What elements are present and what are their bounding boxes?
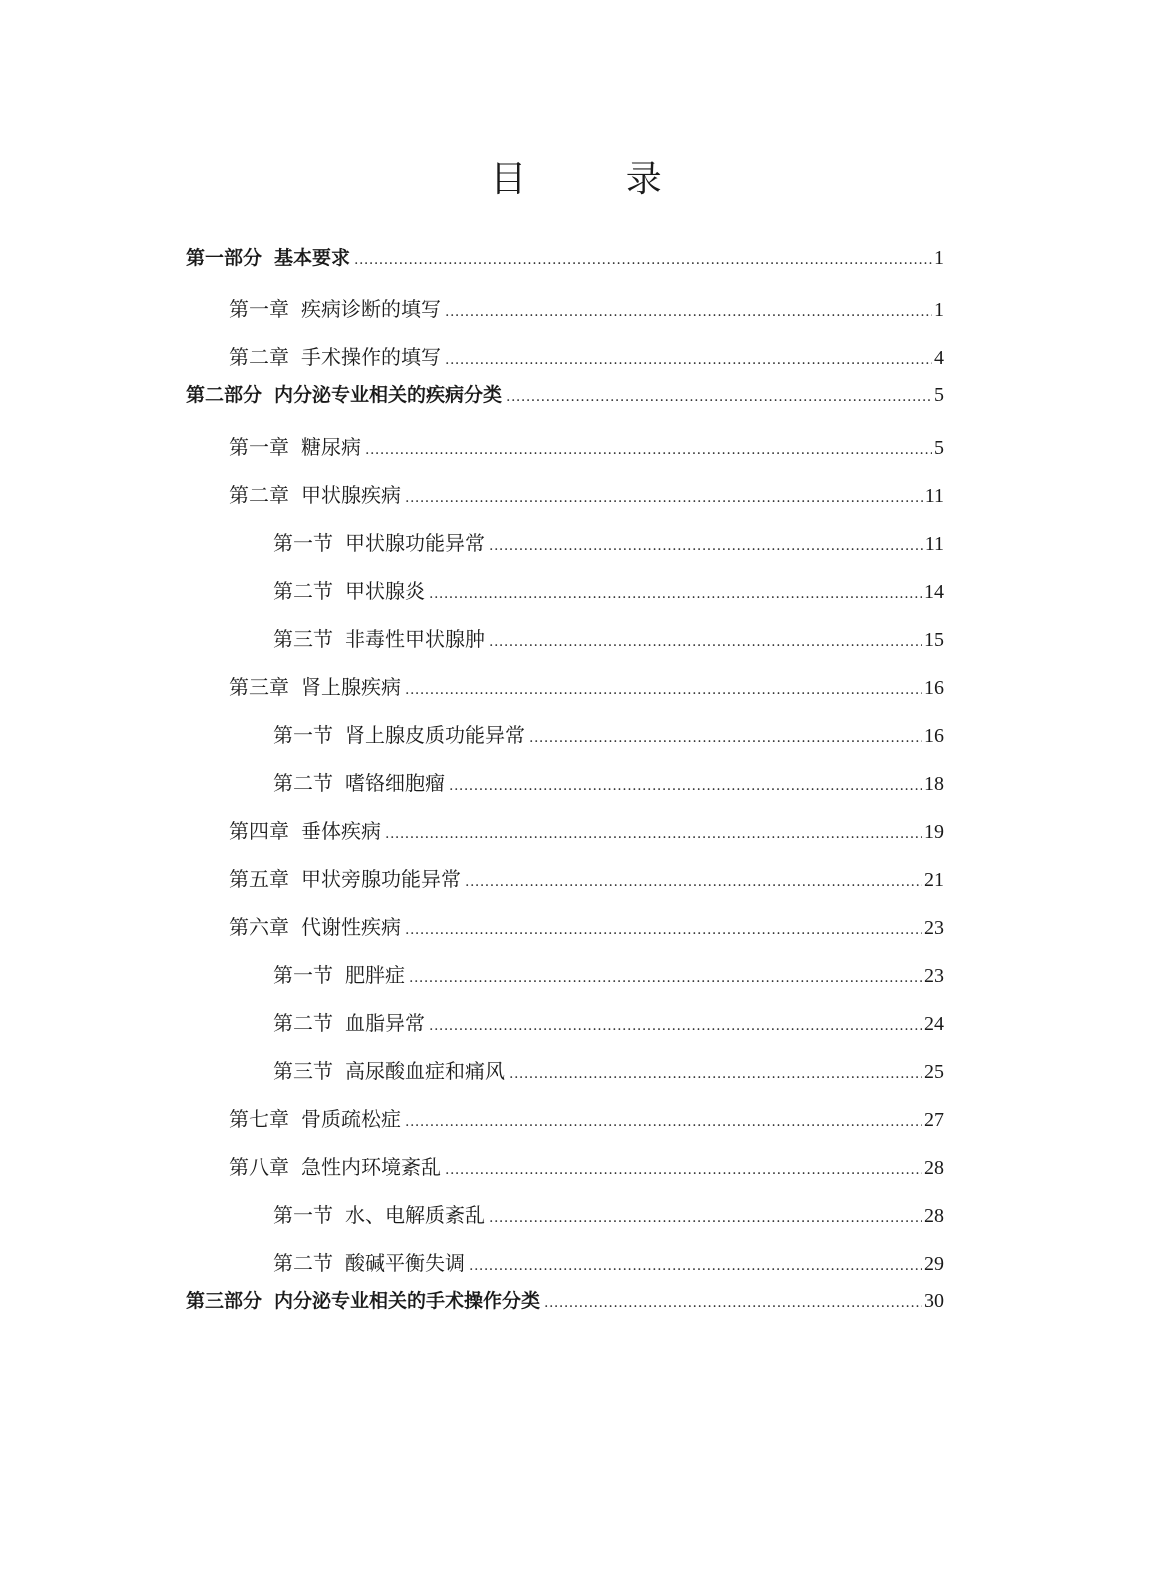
toc-entry-section[interactable] <box>273 768 944 798</box>
toc-entry-title: 疾病诊断的填写 <box>301 297 441 321</box>
toc-entry-chapter[interactable] <box>229 432 944 462</box>
toc-dot-leader <box>385 819 922 849</box>
toc-entry-title: 水、电解质紊乱 <box>345 1203 485 1227</box>
toc-entry-page-number: 18 <box>924 773 944 795</box>
toc-dot-leader <box>544 1288 922 1318</box>
toc-entry-number: 第二章 <box>229 483 289 507</box>
toc-entry-page-number: 15 <box>924 629 944 651</box>
toc-entry-section[interactable] <box>273 960 944 990</box>
toc-entry-number: 第二节 <box>273 579 333 603</box>
toc-entry-chapter[interactable] <box>229 480 944 510</box>
toc-entry-number: 第三节 <box>273 1059 333 1083</box>
toc-entry-title: 血脂异常 <box>345 1011 425 1035</box>
toc-entry-section[interactable] <box>273 624 944 654</box>
toc-entry-title: 糖尿病 <box>301 435 361 459</box>
toc-entry-number: 第一部分 <box>186 247 263 269</box>
toc-entry-page-number: 5 <box>934 437 944 459</box>
toc-entry-page-number: 21 <box>924 869 944 891</box>
toc-dot-leader <box>445 1155 922 1185</box>
toc-entry-title: 肾上腺皮质功能异常 <box>345 723 525 747</box>
toc-entry-page-number: 16 <box>924 677 944 699</box>
toc-entry-part[interactable] <box>186 243 944 273</box>
toc-entry-title: 骨质疏松症 <box>301 1107 401 1131</box>
toc-entry-number: 第二节 <box>273 771 333 795</box>
toc-entry-page-number: 4 <box>934 347 944 369</box>
toc-entry-number: 第二部分 <box>186 384 263 406</box>
toc-entry-page-number: 27 <box>924 1109 944 1131</box>
toc-dot-leader <box>365 435 932 465</box>
toc-dot-leader <box>429 579 922 609</box>
toc-entry-number: 第二节 <box>273 1011 333 1035</box>
toc-entry-page-number: 5 <box>934 384 944 406</box>
toc-entry-chapter[interactable] <box>229 912 944 942</box>
page-title: 目 录 <box>490 159 706 200</box>
toc-entry-title: 垂体疾病 <box>301 819 381 843</box>
toc-entry-page-number: 28 <box>924 1157 944 1179</box>
toc-entry-chapter[interactable] <box>229 816 944 846</box>
toc-dot-leader <box>465 867 922 897</box>
toc-entry-page-number: 23 <box>924 917 944 939</box>
toc-entry-title: 肥胖症 <box>345 963 405 987</box>
toc-entry-title: 代谢性疾病 <box>301 915 401 939</box>
toc-entry-page-number: 28 <box>924 1205 944 1227</box>
toc-dot-leader <box>405 915 922 945</box>
toc-entry-page-number: 19 <box>924 821 944 843</box>
toc-entry-page-number: 29 <box>924 1253 944 1275</box>
toc-entry-chapter[interactable] <box>229 1104 944 1134</box>
toc-entry-page-number: 24 <box>924 1013 944 1035</box>
toc-entry-title: 内分泌专业相关的疾病分类 <box>274 384 503 406</box>
toc-dot-leader <box>449 771 922 801</box>
toc-dot-leader <box>489 531 923 561</box>
toc-entry-title: 嗜铬细胞瘤 <box>345 771 445 795</box>
toc-entry-number: 第一节 <box>273 963 333 987</box>
toc-entry-title: 甲状腺疾病 <box>301 483 401 507</box>
toc-dot-leader <box>445 345 932 375</box>
toc-entry-chapter[interactable] <box>229 294 944 324</box>
toc-entry-page-number: 25 <box>924 1061 944 1083</box>
toc-entry-page-number: 1 <box>934 247 944 269</box>
toc-entry-title: 甲状腺功能异常 <box>345 531 485 555</box>
toc-entry-page-number: 11 <box>924 485 944 507</box>
toc-entry-number: 第三章 <box>229 675 289 699</box>
toc-entry-chapter[interactable] <box>229 672 944 702</box>
toc-entry-title: 内分泌专业相关的手术操作分类 <box>274 1290 541 1312</box>
toc-entry-title: 肾上腺疾病 <box>301 675 401 699</box>
toc-dot-leader <box>509 1059 922 1089</box>
toc-dot-leader <box>469 1251 922 1281</box>
toc-entry-number: 第一节 <box>273 1203 333 1227</box>
toc-entry-number: 第一章 <box>229 297 289 321</box>
toc-entry-title: 酸碱平衡失调 <box>345 1251 465 1275</box>
toc-entry-title: 基本要求 <box>274 247 351 269</box>
toc-entry-section[interactable] <box>273 1008 944 1038</box>
toc-entry-part[interactable] <box>186 380 944 410</box>
toc-entry-section[interactable] <box>273 1248 944 1278</box>
toc-entry-page-number: 11 <box>924 533 944 555</box>
toc-entry-section[interactable] <box>273 576 944 606</box>
toc-entry-title: 高尿酸血症和痛风 <box>345 1059 505 1083</box>
toc-entry-page-number: 1 <box>934 299 944 321</box>
toc-entry-title: 甲状腺炎 <box>345 579 425 603</box>
toc-entry-chapter[interactable] <box>229 342 944 372</box>
toc-entry-chapter[interactable] <box>229 1152 944 1182</box>
toc-entry-number: 第一章 <box>229 435 289 459</box>
toc-entry-page-number: 14 <box>924 581 944 603</box>
toc-entry-chapter[interactable] <box>229 864 944 894</box>
toc-entry-number: 第二章 <box>229 345 289 369</box>
toc-dot-leader <box>506 382 932 412</box>
toc-entry-number: 第二节 <box>273 1251 333 1275</box>
toc-dot-leader <box>354 245 932 275</box>
toc-dot-leader <box>529 723 922 753</box>
toc-entry-page-number: 23 <box>924 965 944 987</box>
toc-dot-leader <box>405 483 923 513</box>
toc-entry-number: 第五章 <box>229 867 289 891</box>
toc-dot-leader <box>409 963 922 993</box>
toc-entry-number: 第一节 <box>273 723 333 747</box>
toc-entry-section[interactable] <box>273 720 944 750</box>
toc-dot-leader <box>429 1011 922 1041</box>
toc-entry-number: 第七章 <box>229 1107 289 1131</box>
toc-dot-leader <box>489 627 922 657</box>
toc-entry-title: 手术操作的填写 <box>301 345 441 369</box>
toc-entry-section[interactable] <box>273 1056 944 1086</box>
toc-entry-title: 非毒性甲状腺肿 <box>345 627 485 651</box>
toc-entry-number: 第三节 <box>273 627 333 651</box>
toc-entry-section[interactable] <box>273 528 944 558</box>
toc-entry-part[interactable] <box>186 1286 944 1316</box>
toc-entry-number: 第一节 <box>273 531 333 555</box>
toc-entry-number: 第八章 <box>229 1155 289 1179</box>
toc-dot-leader <box>489 1203 922 1233</box>
toc-dot-leader <box>405 675 922 705</box>
toc-entry-section[interactable] <box>273 1200 944 1230</box>
toc-entry-page-number: 16 <box>924 725 944 747</box>
toc-entry-title: 甲状旁腺功能异常 <box>301 867 461 891</box>
toc-dot-leader <box>445 297 932 327</box>
toc-dot-leader <box>405 1107 922 1137</box>
toc-entry-title: 急性内环境紊乱 <box>301 1155 441 1179</box>
toc-entry-number: 第三部分 <box>186 1290 263 1312</box>
toc-entry-number: 第六章 <box>229 915 289 939</box>
toc-entry-page-number: 30 <box>924 1290 944 1312</box>
toc-entry-number: 第四章 <box>229 819 289 843</box>
